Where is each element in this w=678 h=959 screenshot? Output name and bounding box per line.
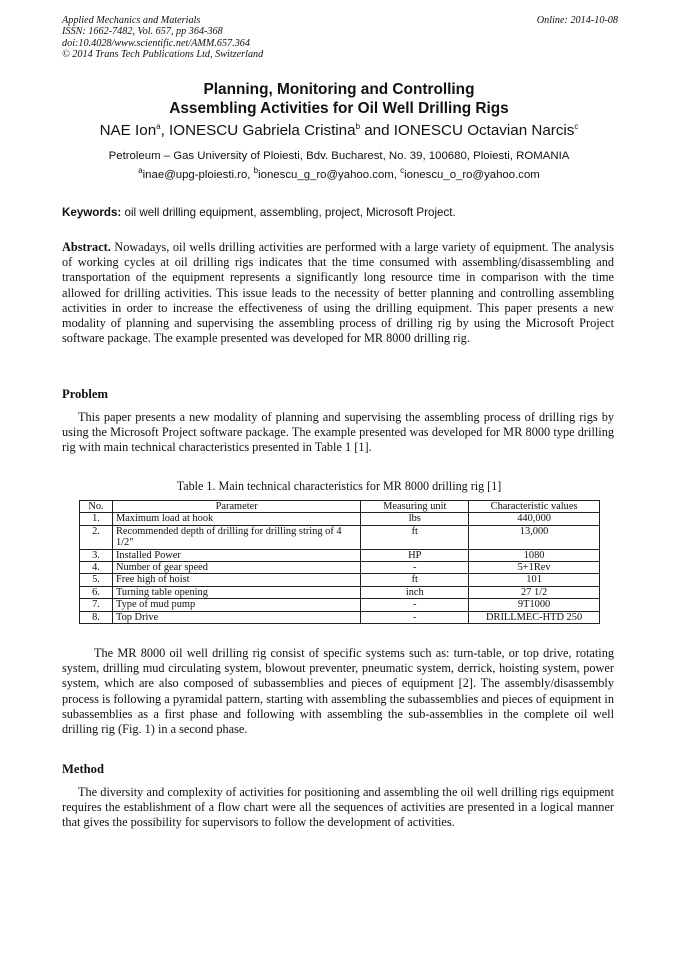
email-1[interactable]: inae@upg-ploiesti.ro,: [142, 169, 254, 181]
row-value: 440,000: [469, 513, 600, 525]
problem-heading: Problem: [62, 387, 108, 401]
table-row: [80, 599, 600, 611]
table-row: [80, 574, 600, 586]
table-header-row: [80, 501, 600, 513]
abstract-label: Abstract.: [62, 240, 111, 254]
email-3[interactable]: ionescu_o_ro@yahoo.com: [404, 169, 540, 181]
author-2: , IONESCU Gabriela Cristina: [160, 122, 356, 139]
problem-paragraph-1: This paper presents a new modality of planning and supervising the assembling process of drilling rigs by using the Microsoft Project software package. The example presented was developed for MR 8000 type drilling rig with main technical characteristics presented in Table 1 [1].: [62, 410, 614, 455]
author-2-sup: b: [355, 121, 361, 131]
doi-line: doi:10.4028/www.scientific.net/AMM.657.364: [62, 37, 250, 49]
journal-header: [62, 15, 618, 61]
author-3-sup: c: [574, 121, 579, 131]
row-number: 7.: [80, 599, 113, 611]
abstract: [62, 240, 614, 346]
row-unit: ft: [361, 525, 469, 549]
copyright-line: © 2014 Trans Tech Publications Ltd, Switzerland: [62, 49, 264, 61]
email-list: [0, 166, 678, 181]
row-unit: inch: [361, 586, 469, 598]
author-1: NAE Ion: [99, 122, 157, 139]
col-header-value: Characteristic values: [469, 501, 600, 513]
title-line-1: Planning, Monitoring and Controlling: [203, 81, 475, 98]
problem-paragraph-2: The MR 8000 oil well drilling rig consist of specific systems such as: turn-table, or top drive, rotating system, drilling mud circulating system, blowout preventer, pneumatic system, derrick, hoisting system, power system, which are also composed of subassemblies and pieces of equipment [2]. The assembly/disassembly process is following a pyramidal pattern, starting with assembling the subassemblies and pieces of equipment in subassemblies as a first phase and following with assembling the sub-assemblies in the complete oil well drilling rig (Fig. 1) in a second phase.: [62, 646, 614, 737]
online-date: Online: 2014-10-08: [536, 15, 618, 26]
row-unit: lbs: [361, 513, 469, 525]
row-parameter: Number of gear speed: [112, 562, 360, 574]
row-unit: -: [361, 562, 469, 574]
abstract-text: Nowadays, oil wells drilling activities are performed with a large variety of equipment. The analysis of working cycles at oil drilling rigs indicates that the time consumed with assembling/disassembling and transportation of the equipment represents a significantly long resource time in comparison with the time allowed for drilling activities. This issue leads to the necessity of better planning and controlling assembling activities in order to increase the effectiveness of using the drilling equipment. This paper presents a new modality of planning and supervising the assembling process of drilling rig by using the Microsoft Project software package. The example presented was developed for MR 8000 drilling rig.: [62, 240, 614, 346]
row-parameter: Turning table opening: [112, 586, 360, 598]
row-number: 4.: [80, 562, 113, 574]
keywords-text: oil well drilling equipment, assembling, project, Microsoft Project.: [121, 206, 456, 219]
keywords-label: Keywords:: [62, 206, 122, 219]
row-parameter: Maximum load at hook: [112, 513, 360, 525]
col-header-no: No.: [80, 501, 113, 513]
row-parameter: Recommended depth of drilling for drilling string of 4 1/2": [112, 525, 360, 549]
method-paragraph-1: The diversity and complexity of activities for positioning and assembling the oil well drilling rigs equipment requires the establishment of a flow chart were all the sequences of activities are presented in a logical manner that gives the possibility for supervisors to follow the development of activities.: [62, 785, 614, 830]
row-number: 5.: [80, 574, 113, 586]
table-caption: Table 1. Main technical characteristics for MR 8000 drilling rig [1]: [176, 479, 502, 493]
table-row: [80, 513, 600, 525]
paper-title: [0, 80, 678, 118]
email-2-sup: b: [253, 166, 259, 176]
row-value: 27 1/2: [469, 586, 600, 598]
row-parameter: Installed Power: [112, 549, 360, 561]
keywords: [62, 206, 456, 219]
row-unit: -: [361, 599, 469, 611]
row-unit: ft: [361, 574, 469, 586]
author-1-sup: a: [156, 121, 161, 131]
table-row: [80, 549, 600, 561]
row-number: 1.: [80, 513, 113, 525]
row-number: 2.: [80, 525, 113, 549]
row-parameter: Free high of hoist: [112, 574, 360, 586]
table-row: [80, 525, 600, 549]
row-value: 101: [469, 574, 600, 586]
author-3: and IONESCU Octavian Narcis: [360, 122, 575, 139]
row-number: 6.: [80, 586, 113, 598]
row-value: 1080: [469, 549, 600, 561]
table-row: [80, 562, 600, 574]
table-row: [80, 586, 600, 598]
row-unit: HP: [361, 549, 469, 561]
issn-line: ISSN: 1662-7482, Vol. 657, pp 364-368: [62, 26, 223, 38]
row-value: 9T1000: [469, 599, 600, 611]
col-header-parameter: Parameter: [112, 501, 360, 513]
row-value: 5+1Rev: [469, 562, 600, 574]
table-row: [80, 611, 600, 623]
email-1-sup: a: [138, 166, 143, 176]
technical-characteristics-table: [79, 500, 600, 624]
row-value: DRILLMEC-HTD 250: [469, 611, 600, 623]
row-unit: -: [361, 611, 469, 623]
row-parameter: Top Drive: [112, 611, 360, 623]
row-parameter: Type of mud pump: [112, 599, 360, 611]
col-header-unit: Measuring unit: [361, 501, 469, 513]
title-line-2: Assembling Activities for Oil Well Drilling Rigs: [169, 100, 509, 117]
row-value: 13,000: [469, 525, 600, 549]
method-heading: Method: [62, 762, 104, 776]
author-list: [0, 122, 678, 139]
email-3-sup: c: [400, 166, 405, 176]
row-number: 8.: [80, 611, 113, 623]
row-number: 3.: [80, 549, 113, 561]
journal-name: Applied Mechanics and Materials: [62, 15, 201, 26]
affiliation: Petroleum – Gas University of Ploiesti, Bdv. Bucharest, No. 39, 100680, Ploiesti, ROMANIA: [108, 150, 570, 162]
email-2[interactable]: ionescu_g_ro@yahoo.com,: [258, 169, 401, 181]
